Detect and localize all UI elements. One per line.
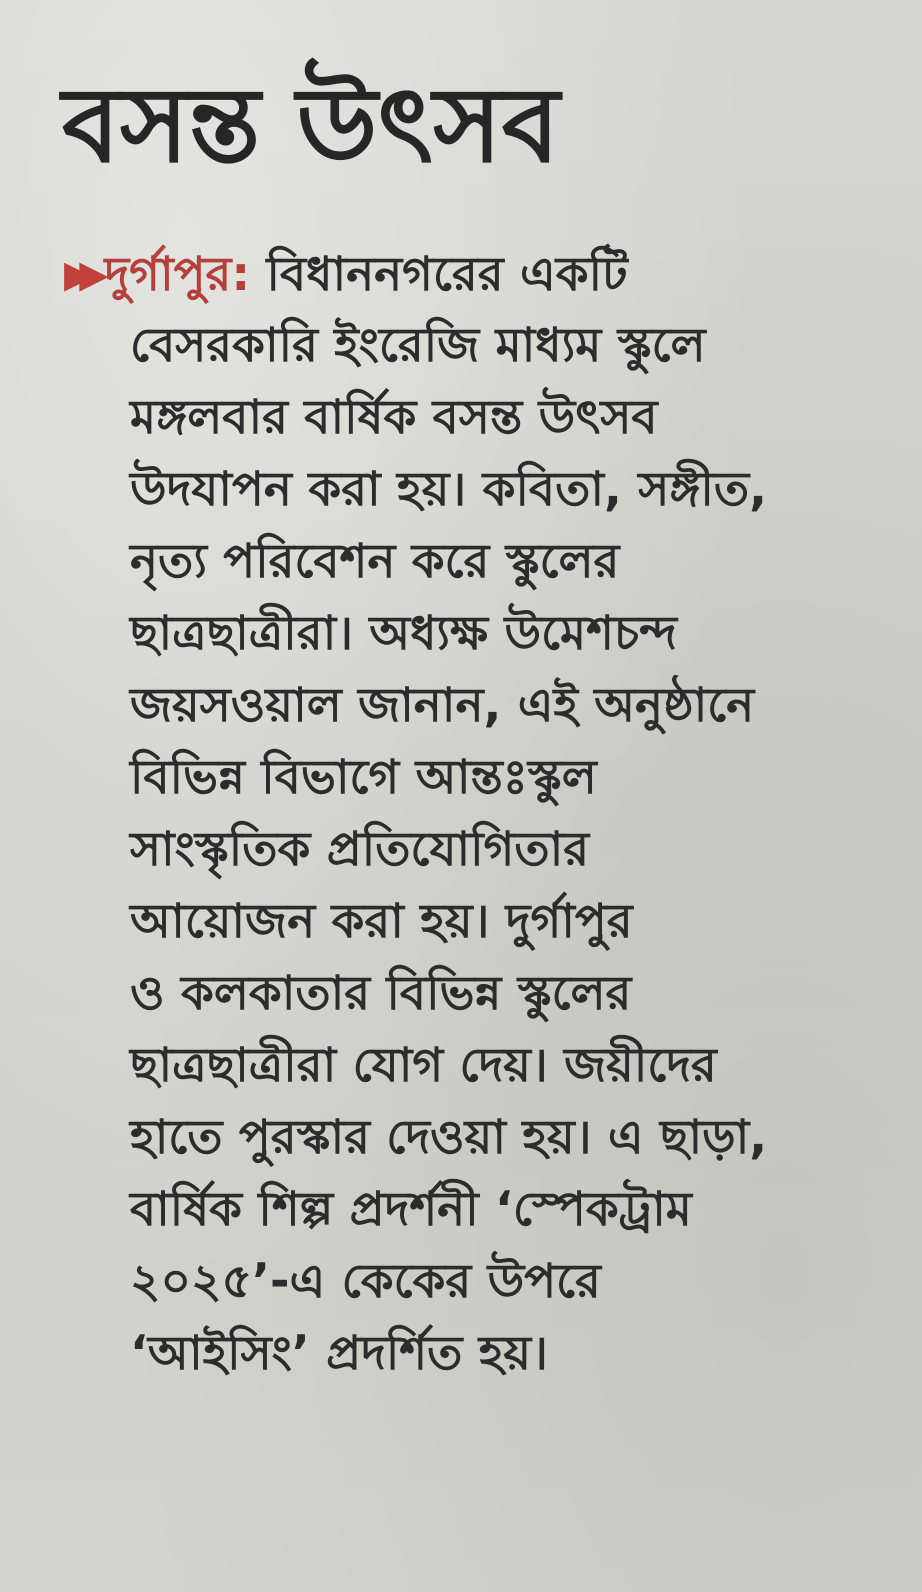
article-line: উদযাপন করা হয়। কবিতা, সঙ্গীত, [130, 462, 767, 517]
article-line: বেসরকারি ইংরেজি মাধ্যম স্কুলে [130, 318, 706, 373]
article-line: আয়োজন করা হয়। দুর্গাপুর [130, 894, 633, 949]
article-line: ছাত্রছাত্রীরা যোগ দেয়। জয়ীদের [130, 1038, 717, 1093]
article-line: মঙ্গলবার বার্ষিক বসন্ত উৎসব [130, 390, 658, 445]
article-body [64, 238, 884, 1390]
dateline-separator: : [231, 247, 251, 302]
article-line: ছাত্রছাত্রীরা। অধ্যক্ষ উমেশচন্দ [130, 606, 677, 661]
article-line: নৃত্য পরিবেশন করে স্কুলের [130, 534, 620, 589]
article-line: ‘আইসিং’ প্রদর্শিত হয়। [130, 1326, 548, 1381]
article-line: জয়সওয়াল জানান, এই অনুষ্ঠানে [130, 678, 755, 733]
article-line: বিভিন্ন বিভাগে আন্তঃস্কুল [130, 750, 597, 805]
article-first-line [64, 238, 884, 310]
headline: বসন্ত উৎসব [62, 64, 560, 186]
article-line: বার্ষিক শিল্প প্রদর্শনী ‘স্পেকট্রাম [130, 1182, 692, 1237]
article-line: ও কলকাতার বিভিন্ন স্কুলের [130, 966, 632, 1021]
article-first-line-text: বিধাননগরের একটি [250, 247, 628, 302]
article-line: সাংস্কৃতিক প্রতিযোগিতার [130, 822, 590, 877]
double-arrow-icon: ▶▶ [64, 252, 95, 296]
dateline: দুর্গাপুর [104, 247, 232, 302]
article-line: ২০২৫’-এ কেকের উপরে [130, 1254, 601, 1309]
article-line: হাতে পুরস্কার দেওয়া হয়। এ ছাড়া, [130, 1110, 768, 1165]
